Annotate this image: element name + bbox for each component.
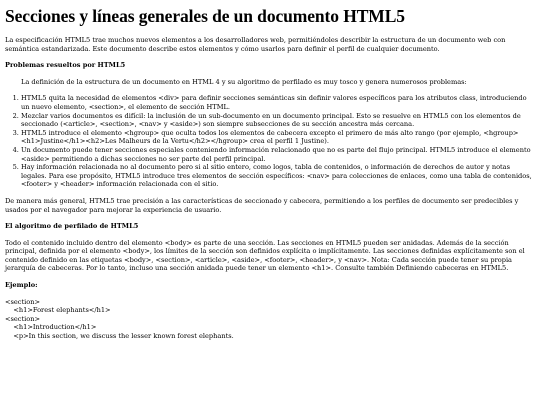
list-item: 2. Mezclar varios documentos es difícil: la inclusión de un sub-documento en un documento principal. Esto se resuelve en HTML5 con los elementos de seccionado (<article>, <section>, <nav> y <aside>) son siempre subsecciones de su sección ancestra más cercana. <box>21 112 535 129</box>
example-heading: Ejemplo: <box>5 281 38 290</box>
list-item: 4. Un documento puede tener secciones especiales conteniendo información relacionado que no es parte del flujo principal. HTML5 introduce el elemento <aside> permitiendo a dichas secciones no ser parte del perfil principal. <box>21 146 535 163</box>
problems-lead: La definición de la estructura de un documento en HTML 4 y su algoritmo de perfilado es muy tosco y genera numerosos problemas: <box>21 77 467 86</box>
list-item: 3. HTML5 introduce el elemento <hgroup> que oculta todos los elementos de cabecera excepto el primero de más alto rango (por ejemplo, <hgroup><h1>Justine</h1><h2>Les Malheurs de la Vertu</h2></hgroup> crea el perfil 1 Justine). <box>21 129 535 146</box>
problems-heading: Problemas resueltos por HTML5 <box>5 61 126 70</box>
problems-list <box>5 94 535 189</box>
page-title: Secciones y líneas generales de un documento HTML5 <box>5 6 405 26</box>
code-example: <section> <h1>Forest elephants</h1> <section> <h1>Introduction</h1> <p>In this section, we discuss the lesser known forest elephants. <box>5 297 234 341</box>
algorithm-heading: El algoritmo de perfilado de HTML5 <box>5 222 139 231</box>
intro-paragraph: La especificación HTML5 trae muchos nuevos elementos a los desarrolladores web, permitiéndoles describir la estructura de un documento web con semántica estandarizada. Este documento describe estos elementos y cómo usarlos para definir el perfil de cualquier documento. <box>5 36 506 53</box>
list-item: 1. HTML5 quita la necesidad de elementos <div> para definir secciones semánticas sin definir valores específicos para los atributos class, introduciendo un nuevo elemento, <section>, el elemento de sección HTML. <box>21 94 535 111</box>
summary-paragraph: De manera más general, HTML5 trae precisión a las características de seccionado y cabecera, permitiendo a los perfiles de documento ser predecibles y usados por el navegador para mejorar la experiencia de usuario. <box>5 196 519 214</box>
list-item: 5. Hay información relacionada no al documento pero si al sitio entero, como logos, tabla de contenidos, o información de derechos de autor y notas legales. Para ese propósito, HTML5 introduce tres elementos de sección específicos: <nav> para colecciones de enlaces, como una tabla de contenidos, <footer> y <header> información relacionada con el sitio. <box>21 163 535 189</box>
algorithm-paragraph: Todo el contenido incluido dentro del elemento <body> es parte de una sección. Las secciones en HTML5 pueden ser anidadas. Además de la sección principal, definida por el elemento <body>, los límites de la sección son definidos explícita o implícitamente. Las secciones definidas explícitamente son el contenido definido en las etiquetas <body>, <section>, <article>, <aside>, <footer>, <header>, y <nav>. Nota: Cada sección puede tener su propia jerarquía de cabeceras. Por lo tanto, incluso una sección anidada puede tener un elemento <h1>. Consulte también Definiendo cabeceras en HTML5. <box>5 238 525 273</box>
